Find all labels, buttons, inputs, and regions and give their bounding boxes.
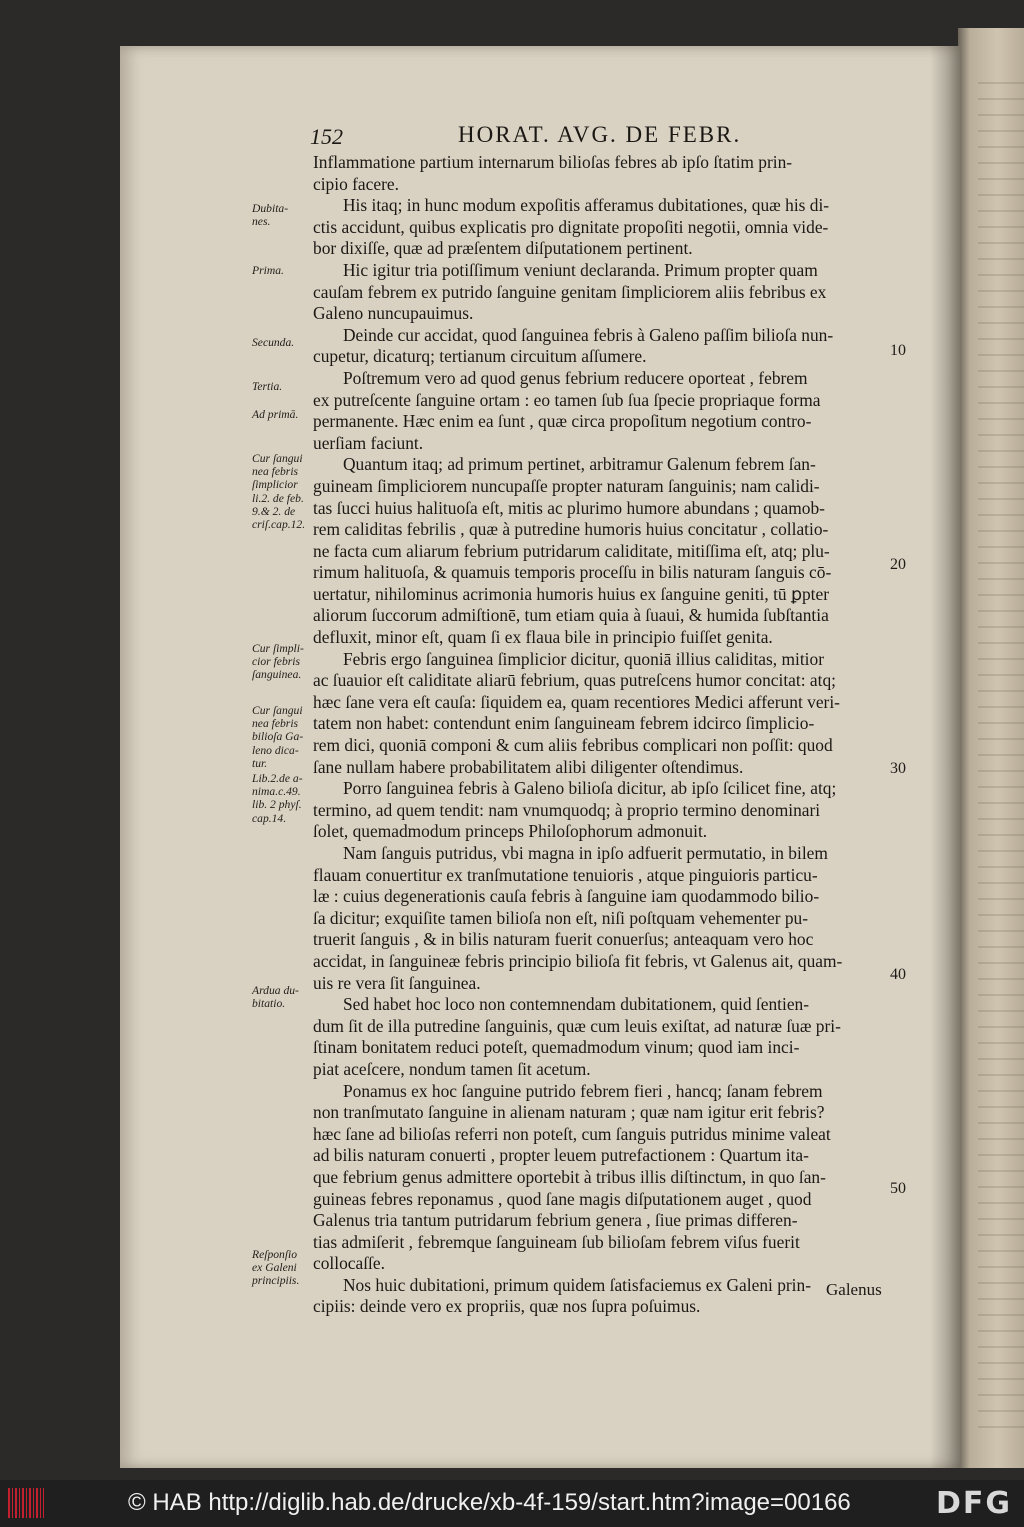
text-line: defluxit, minor eſt, quam ſi ex flaua bile in principio fuiſſet genita.	[313, 627, 773, 648]
text-line: aliorum ſuccorum admiſtionē, tum etiam quia à ſuaui, & humida ſubſtantia	[313, 605, 829, 626]
text-line: bilioſa Ga-	[252, 730, 304, 744]
text-line: guineam ſimpliciorem nuncupaſſe propter naturam ſanguinis; nam calidi-	[313, 475, 820, 496]
paragraph	[313, 1275, 893, 1318]
paragraph	[313, 454, 893, 648]
text-line: Cur ſangui	[252, 704, 303, 717]
spine-shadow	[930, 46, 960, 1468]
text-line: nes.	[252, 215, 271, 229]
line-number: 10	[890, 342, 906, 359]
text-line: cupetur, dicaturq; tertianum circuitum aſſumere.	[313, 346, 647, 367]
text-line: nea febris	[252, 717, 299, 731]
text-line: uis re vera ſit ſanguinea.	[313, 972, 481, 993]
footer-bar	[0, 1480, 1024, 1527]
text-line: Galeno nuncupauimus.	[313, 303, 474, 324]
text-line: Tertia.	[252, 380, 283, 393]
text-line: tas ſucci huius halituoſa eſt, mitis ac plurimo humore abundans ; quamob-	[313, 497, 825, 518]
text-line: Porro ſanguinea febris à Galeno bilioſa dicitur, ab ipſo ſcilicet fine, atq;	[343, 778, 837, 799]
text-line: cipiis: deinde vero ex propriis, quæ nos ſupra poſuimus.	[313, 1296, 701, 1317]
text-line: ſane nullam habere probabilitatem alibi diligenter oſtendimus.	[313, 756, 744, 777]
text-line: Nos huic dubitationi, primum quidem ſatisfaciemus ex Galeni prin-	[343, 1274, 812, 1295]
text-line: nea febris	[252, 465, 299, 479]
text-line: uerſiam faciunt.	[313, 432, 424, 453]
paragraph	[313, 1081, 893, 1275]
text-line: dum ſit de illa putredine ſanguinis, quæ cum leuis exiſtat, ad naturæ ſuæ pri-	[313, 1015, 841, 1036]
margin-note-tertia	[252, 380, 312, 393]
text-line: hæc ſane vera eſt cauſa: ſiquidem ea, quam recentiores Medici afferunt veri-	[313, 691, 840, 712]
text-line: Hic igitur tria potiſſimum veniunt declaranda. Primum propter quam	[343, 259, 818, 280]
text-line: Cur ſangui	[252, 452, 303, 465]
text-line: ex Galeni	[252, 1261, 297, 1275]
text-line: Ad primā.	[252, 408, 299, 421]
margin-note-prima	[252, 264, 312, 277]
text-line: leno dica-	[252, 743, 299, 757]
text-line: ex putreſcente ſanguine ortam : eo tamen ſub ſua ſpecie propriaque forma	[313, 389, 821, 410]
paragraph	[313, 994, 893, 1080]
text-line: flauam conuertitur ex tranſmutatione tenuioris , atque pinguioris particu-	[313, 864, 818, 885]
paragraph	[313, 195, 893, 260]
margin-note-lib-refs	[252, 772, 312, 825]
text-line: tatem non habet: contendunt enim ſanguineam febrem idcirco ſimplicio-	[313, 713, 815, 734]
text-line: hæc ſane ad bilioſas referri non poteſt, cum ſanguis putridus minime valeat	[313, 1123, 831, 1144]
text-line: truerit ſanguis , & in bilis naturam fuerit conuerſus; anteaquam vero hoc	[313, 929, 814, 950]
text-line: tias admiſerit , febremque ſanguineam ſub bilioſam febrem viſus fuerit	[313, 1231, 800, 1252]
paragraph	[313, 843, 893, 994]
text-line: rimum halituoſa, & quamuis temporis proceſſu in bilis naturam ſanguis cō-	[313, 562, 832, 583]
text-line: ſanguinea.	[252, 668, 302, 682]
margin-note-ad-primam	[252, 408, 312, 421]
text-line: ad bilis naturam conuerti , propter leuem putrefactionem : Quartum ita-	[313, 1145, 809, 1166]
text-line: læ : cuius degenerationis cauſa febris à ſanguine iam quodammodo bilio-	[313, 886, 820, 907]
running-title: HORAT. AVG. DE FEBR.	[458, 122, 742, 147]
text-line: ſa dicitur; exquiſite tamen bilioſa non eſt, niſi poſtquam vehementer pu-	[313, 907, 809, 928]
text-line: ac ſuauior eſt caliditate aliarū febrium, quas putreſcens humor concitat: atq;	[313, 670, 836, 691]
text-line: ſtinam bonitatem reduci poteſt, quemadmodum vinum; quod iam inci-	[313, 1037, 800, 1058]
text-line: Galenus tria tantum putridarum febrium genera , ſiue primas differen-	[313, 1210, 798, 1231]
margin-note-cur-simplicior	[252, 642, 312, 682]
margin-note-cur-biliosa	[252, 704, 312, 770]
text-line: Sed habet hoc loco non contemnendam dubitationem, quid ſentien-	[343, 994, 810, 1015]
text-line: Febris ergo ſanguinea ſimplicior dicitur, quoniā illius caliditas, mitior	[343, 648, 825, 669]
margin-note-dubitationes	[252, 202, 312, 228]
text-line: cior febris	[252, 655, 300, 669]
text-line: rem dici, quoniā componi & cum aliis febribus complicari non poſſit: quod	[313, 735, 833, 756]
text-line: non tranſmutato ſanguine in alienam naturam ; quæ nam igitur erit febris?	[313, 1102, 825, 1123]
text-line: piat aceſcere, nondum tamen ſit acetum.	[313, 1058, 591, 1079]
text-line: uertatur, nihilominus acrimonia humoris huius ex ſanguine geniti, tū ꝑpter	[313, 583, 830, 604]
text-line: que febrium genus admittere oportebit à tribus illis diſtinctum, in quo ſan-	[313, 1166, 826, 1187]
text-line: Nam ſanguis putridus, vbi magna in ipſo adfuerit permutatio, in bilem	[343, 843, 828, 863]
text-line: ctis accidunt, quibus explicatis pro dignitate propoſiti negotii, omnia vide-	[313, 216, 829, 237]
line-number: 20	[890, 556, 906, 573]
text-line: Secunda.	[252, 336, 295, 349]
text-line: nima.c.49.	[252, 785, 301, 799]
paragraph	[313, 649, 893, 779]
text-line: bor dixiſſe, quæ ad præſentem diſputationem pertinent.	[313, 238, 693, 259]
text-line: lib. 2 phyſ.	[252, 798, 302, 812]
text-line: ne facta cum aliarum febrium putridarum caliditate, mitiſſima eſt, atq; plu-	[313, 540, 830, 561]
page-number: 152	[310, 124, 343, 149]
paragraph	[313, 152, 893, 195]
text-line: bitatio.	[252, 997, 286, 1011]
text-line: li.2. de feb.	[252, 491, 304, 505]
text-line: 9.& 2. de	[252, 504, 296, 518]
text-line: cauſam febrem ex putrido ſanguine genitam ſimpliciorem aliis febribus ex	[313, 281, 827, 302]
text-line: guineas febres reponamus , quod ſane magis diſputationem auget , quod	[313, 1188, 812, 1209]
text-line: ſolet, quemadmodum princeps Philoſophorum admonuit.	[313, 821, 708, 842]
margin-note-secunda	[252, 336, 312, 349]
text-line: ſimplicior	[252, 478, 298, 492]
text-line: Cur ſimpli-	[252, 642, 304, 655]
text-line: tur.	[252, 756, 268, 770]
line-number: 30	[890, 760, 906, 777]
paragraph	[313, 325, 893, 368]
text-line: rem caliditas febrilis , quæ à putredine humoris huius concitatur , collatio-	[313, 519, 829, 540]
text-line: His itaq; in hunc modum expoſitis afferamus dubitationes, quæ his di-	[343, 195, 830, 216]
bleed-through-lines	[978, 68, 1024, 1438]
paragraph	[313, 260, 893, 325]
copyright-link[interactable]: © HAB http://diglib.hab.de/drucke/xb-4f-159/start.htm?image=00166	[128, 1489, 851, 1516]
text-line: Dubita-	[252, 202, 289, 215]
text-line: Quantum itaq; ad primum pertinet, arbitramur Galenum febrem ſan-	[343, 454, 816, 475]
paragraph	[313, 368, 893, 454]
adjacent-page-edge	[958, 28, 1024, 1468]
text-line: Poſtremum vero ad quod genus febrium reducere oporteat , febrem	[343, 367, 808, 388]
text-line: Lib.2.de a-	[252, 772, 303, 785]
text-line: cipio facere.	[313, 173, 399, 194]
text-line: cap.14.	[252, 811, 287, 825]
margin-note-cur-sanguinea	[252, 452, 312, 531]
catchword: Galenus	[826, 1280, 882, 1299]
text-line: Ardua du-	[252, 984, 299, 997]
text-line: accidat, in ſanguineæ febris principio bilioſa fit febris, vt Galenus ait, quam-	[313, 950, 843, 971]
margin-note-ardua	[252, 984, 312, 1010]
text-line: Deinde cur accidat, quod ſanguinea febris à Galeno paſſim bilioſa nun-	[343, 324, 834, 345]
line-number: 40	[890, 966, 906, 983]
text-line: Ponamus ex hoc ſanguine putrido febrem fieri , hancq; ſanam febrem	[343, 1080, 823, 1101]
margin-note-responsio	[252, 1248, 312, 1288]
barcode-icon	[8, 1488, 44, 1518]
text-line: Inflammatione partium internarum bilioſas febres ab ipſo ſtatim prin-	[313, 152, 793, 172]
text-line: Prima.	[252, 264, 284, 277]
dfg-logo: DFG	[935, 1486, 1012, 1521]
text-line: criſ.cap.12.	[252, 518, 306, 532]
body-text	[313, 152, 893, 1318]
page-header	[310, 120, 900, 152]
paragraph	[313, 778, 893, 843]
text-line: collocaſſe.	[313, 1253, 385, 1274]
line-number: 50	[890, 1180, 906, 1197]
text-line: Reſponſio	[252, 1248, 298, 1261]
text-line: termino, ad quem tendit: nam vnumquodq; à proprio termino denominari	[313, 799, 821, 820]
text-line: principiis.	[252, 1274, 300, 1288]
text-line: permanente. Hæc enim ea ſunt , quæ circa propoſitum negotium contro-	[313, 411, 812, 432]
